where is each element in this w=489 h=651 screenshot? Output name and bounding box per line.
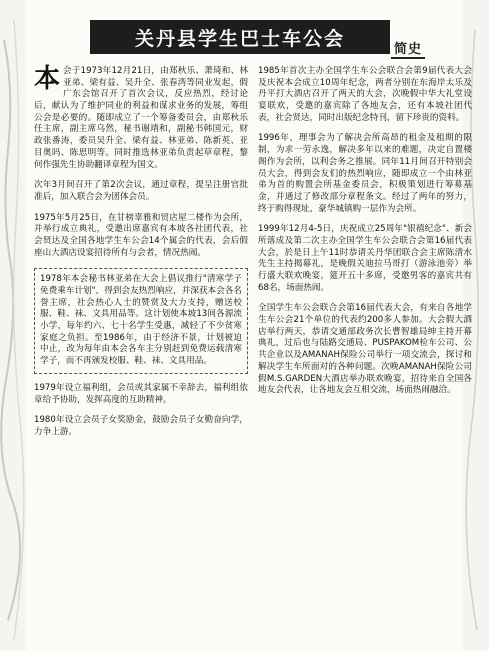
dropcap: 本	[34, 64, 61, 94]
page-title: 关丹县学生巴士车公会	[134, 27, 345, 50]
article-paragraph: 1979年设立福利组，会员或其家属不幸辞去，福利组依章给予协助，发挥高度的互助精神。	[34, 382, 248, 405]
article-paragraph: 全国学生车公会联合会第16届代表大会，有来自各地学生车公会21个单位的代表约200多人参加。大会假大酒店举行两天，恭请交通部政务次长曹智雄局绅主持开幕典礼，过后也与陆路交通局、PUSPAKOM检车公司、公共企业以及AMANAH保险公司举行一项交流会，探讨和解决学生车所面对的各种问题。次晚AMANAH保险公司假M.S.GARDEN大酒店举办联欢晚宴，招待来自全国各地友会代表，让各地友会互相交流，场面热闹融洽。	[258, 303, 472, 396]
article-right-column	[258, 66, 472, 406]
left-decorative-border	[0, 0, 26, 651]
boxed-paragraph: 1978年本会秘书林亚弟在大会上倡议推行"清寒学子免费乘车计划"，得到会友热烈响应，并深获本会各名誉主席，社会热心人士的赞赏及大力支持，赠送校服、鞋、袜、文具用品等。这计划使本坡13间各源流小学，每年约六、七十名学生受惠，减轻了不少贫寒家庭之负担。至1986年，由于经济不景，计划被迫中止，改为每年由本会各车主分别赶到免费运载清寒学子，而不再颁发校服、鞋、袜、文具用品。	[34, 268, 248, 374]
page-title-banner	[90, 20, 390, 54]
article-paragraph: 1996年，理事会为了解决会所高昂的租金及租期的限制，为求一劳永逸，解决多年以来的难题，决定自置楼阁作为会所，以利会务之推展。同年11月间召开特别会员大会，得到会友们的热烈响应，随即成立一个由林亚弟为首的购置会所基金委员会，积极策划进行筹募基金，并通过了修改部分章程条文。经过了两年的努力，终于购得现址，豪华城镇购一层作为会所。	[258, 133, 472, 214]
section-tag: 简史	[391, 38, 425, 59]
article-paragraph: 1975年5月25日，在甘榜辜雅和贸店屋二楼作为会所，并举行成立典礼，受邀出席嘉宾有本坡各社团代表，社会贤达及全国各地学生车公会14个属会的代表，会后假座山大酒店设宴招待所有与会者，情况热闹。	[34, 212, 248, 258]
article-paragraph: 1980年设立会员子女奖励金，鼓励会员子女勤奋向学，力争上游。	[34, 415, 248, 437]
article-paragraph: 1999年12月4-5日，庆祝成立25周年"银禧纪念"、新会所落成及第二次主办全国学生车公会联合会第16届代表大会，於是日上午11时恭请关丹华团联合会主席陈清水先生主持揭幕礼，是晚假关迪拉马哥打（游泳池旁）举行盛大联欢晚宴，筵开五十多席，受邀男客的嘉宾共有68名，场面热闹。	[258, 224, 472, 293]
article-paragraph	[34, 66, 248, 171]
article-paragraph: 1985年首次主办全国学生车公会联合会第9届代表大会及庆祝本会成立10周年纪念，两者分别在东海岸太乐及丹平打大酒店召开了两天的大会，次晚假中华大礼堂设宴联欢，受邀的嘉宾除了各地友会，还有本坡社团代表，社会贤达，同时出版纪念特刊，留下珍贵的资料。	[258, 66, 472, 123]
article-left-column	[34, 66, 248, 448]
article-paragraph: 次年3月间召开了第2次会议，通过章程，提呈注册官批准后，加入联合会为团体会员。	[34, 180, 248, 202]
paragraph-text: 会于1973年12月21日，由郑秋乐、萧琦和、林亚弟、梁有益、吴升全、张春湾等同业发起，假广东会馆召开了首次会议，反应热烈，经讨论后，献认为了维护同业的利益和谋求业务的发展，筹组公会是必要的。随即成立了一个筹备委员会，由郑秋乐任主席，副主席乌然，秘书谢靖和，副秘书韩国元，财政张番涛，委员吴升全、梁有益、林亚弟、陈新英、亚目奥吗、陈思明等。同时推选林亚弟负责起草章程，黎何作强先生协助翻译章程为国文。	[34, 66, 248, 170]
